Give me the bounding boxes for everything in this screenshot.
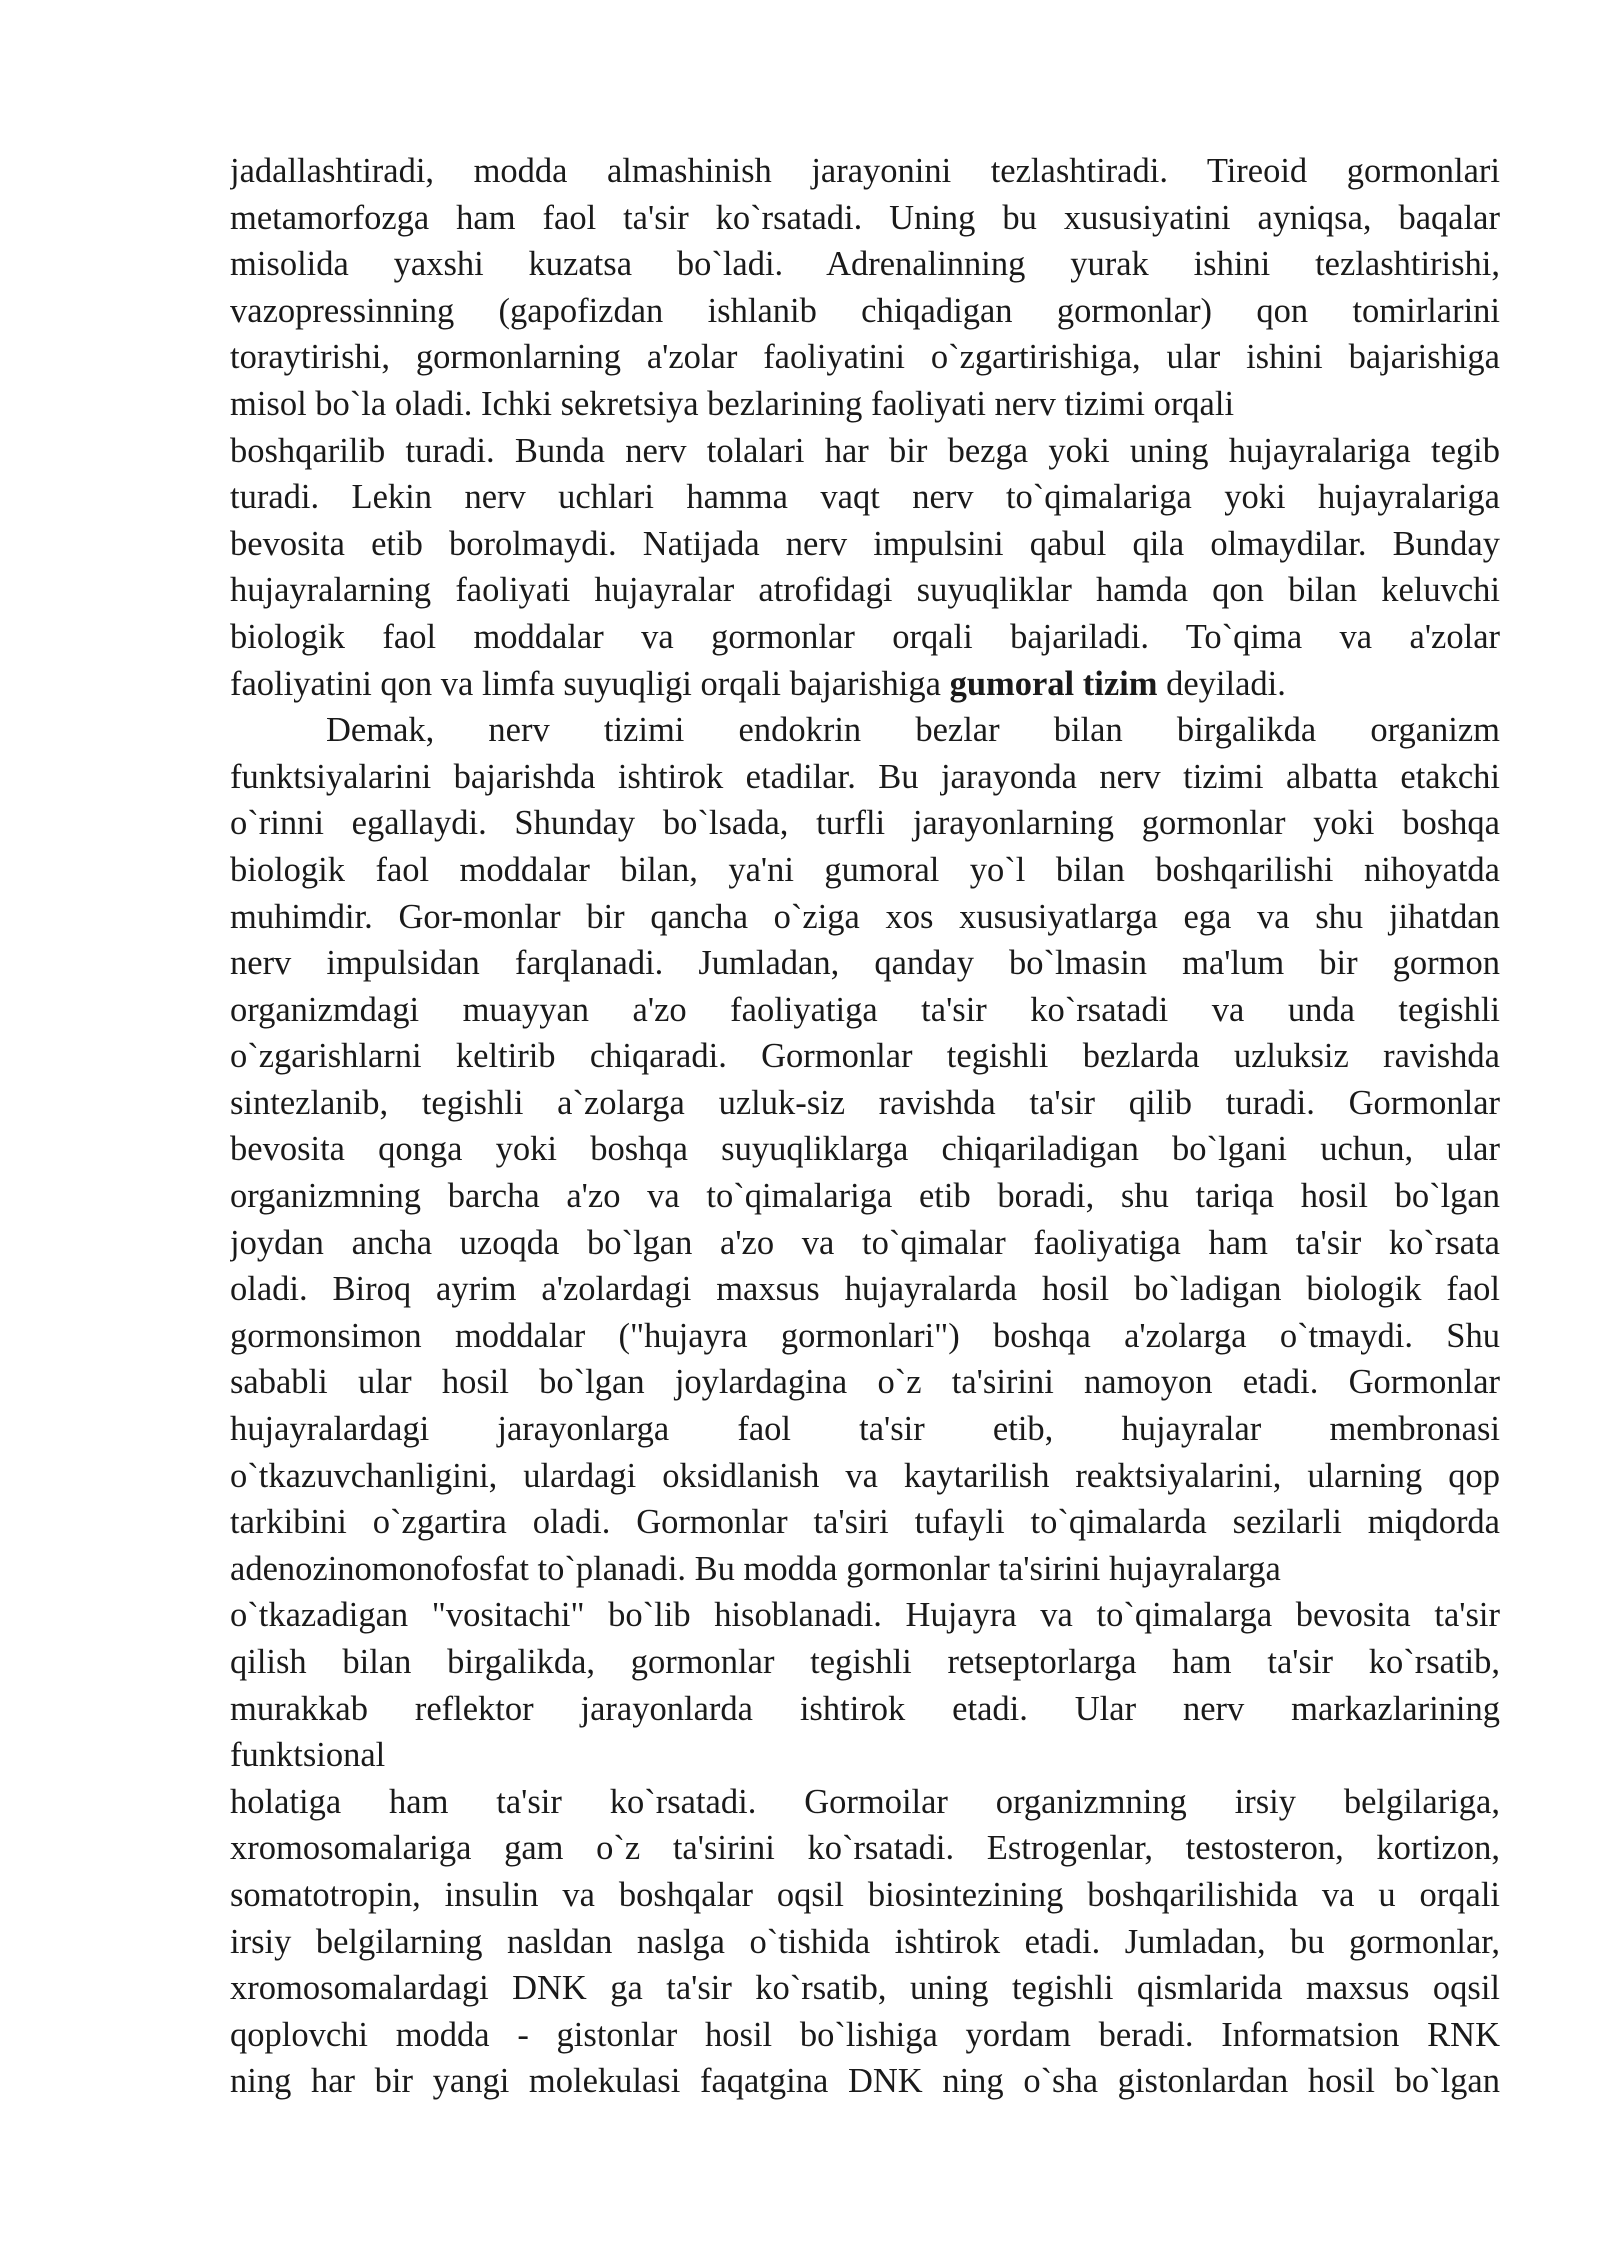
text-line (230, 1453, 1500, 1500)
text-line-content: somatotropin, insulin va boshqalar oqsil biosintezining boshqarilishida va u orqali (230, 1875, 1500, 1914)
text-line-content: o`tkazuvchanligini, ulardagi oksidlanish va kaytarilish reaktsiyalarini, ularning qop (230, 1456, 1500, 1495)
text-line (230, 381, 1500, 428)
text-line-content: o`tkazadigan "vositachi" bo`lib hisoblanadi. Hujayra va to`qimalarga bevosita ta'sir (230, 1596, 1500, 1635)
text-line-content: o`zgarishlarni keltirib chiqaradi. Gormonlar tegishli bezlarda uzluksiz ravishda (230, 1037, 1500, 1076)
text-line-content: xromosomalariga gam o`z ta'sirini ko`rsatadi. Estrogenlar, testosteron, kortizon, (230, 1829, 1500, 1868)
text-line-content: holatiga ham ta'sir ko`rsatadi. Gormoilar organizmning irsiy belgilariga, (230, 1782, 1500, 1821)
text-line (230, 1313, 1500, 1360)
text-line-content: funktsiyalarini bajarishda ishtirok etadilar. Bu jarayonda nerv tizimi albatta etakchi (230, 757, 1500, 796)
text-line-content: turadi. Lekin nerv uchlari hamma vaqt nerv to`qimalariga yoki hujayralariga (230, 478, 1500, 517)
text-line-content: vazopressinning (gapofizdan ishlanib chiqadigan gormonlar) qon tomirlarini (230, 291, 1500, 330)
text-line (230, 1546, 1500, 1593)
text-line (230, 847, 1500, 894)
text-line-content: boshqarilib turadi. Bunda nerv tolalari har bir bezga yoki uning hujayralariga tegib (230, 431, 1500, 470)
text-line-content: misol bo`la oladi. Ichki sekretsiya bezlarining faoliyati nerv tizimi orqali (230, 384, 1235, 423)
text-line (230, 1872, 1500, 1919)
text-line (230, 1965, 1500, 2012)
text-line (230, 661, 1500, 708)
text-line-content: ning har bir yangi molekulasi faqatgina DNK ning o`sha gistonlardan hosil bo`lgan (230, 2062, 1500, 2101)
text-line (230, 241, 1500, 288)
text-line-content: biologik faol moddalar va gormonlar orqali bajariladi. To`qima va a'zolar (230, 617, 1500, 656)
text-line (230, 2058, 1500, 2105)
text-line-content: organizmning barcha a'zo va to`qimalariga etib boradi, shu tariqa hosil bo`lgan (230, 1177, 1500, 1216)
text-line-content: sintezlanib, tegishli a`zolarga uzluk-siz ravishda ta'sir qilib turadi. Gormonlar (230, 1083, 1500, 1122)
text-line-content: organizmdagi muayyan a'zo faoliyatiga ta'sir ko`rsatadi va unda tegishli (230, 990, 1500, 1029)
text-line-content: hujayralarning faoliyati hujayralar atrofidagi suyuqliklar hamda qon bilan keluvchi (230, 571, 1500, 610)
text-line-content: jadallashtiradi, modda almashinish jarayonini tezlashtiradi. Tireoid gormonlari (230, 152, 1500, 190)
text-line-content: tarkibini o`zgartira oladi. Gormonlar ta'siri tufayli to`qimalarda sezilarli miqdorda (230, 1503, 1500, 1542)
text-line (230, 2012, 1500, 2059)
text-line-content: faoliyatini qon va limfa suyuqligi orqali bajarishiga (230, 664, 950, 703)
text-line (230, 987, 1500, 1034)
text-line-content: muhimdir. Gor-monlar bir qancha o`ziga xos xususiyatlarga ega va shu jihatdan (230, 897, 1500, 936)
text-line (230, 521, 1500, 568)
text-line-content: joydan ancha uzoqda bo`lgan a'zo va to`qimalar faoliyatiga ham ta'sir ko`rsata (230, 1223, 1500, 1262)
text-line (230, 754, 1500, 801)
text-line-content: nerv impulsidan farqlanadi. Jumladan, qanday bo`lmasin ma'lum bir gormon (230, 944, 1500, 983)
document-page (230, 148, 1500, 2105)
text-line-content: biologik faol moddalar bilan, ya'ni gumoral yo`l bilan boshqarilishi nihoyatda (230, 850, 1500, 889)
text-line (230, 334, 1500, 381)
text-line (230, 1033, 1500, 1080)
text-line-content: Demak, nerv tizimi endokrin bezlar bilan birgalikda organizm (326, 711, 1500, 750)
text-line-content: o`rinni egallaydi. Shunday bo`lsada, turfli jarayonlarning gormonlar yoki boshqa (230, 804, 1500, 843)
text-line (230, 940, 1500, 987)
text-line (230, 195, 1500, 242)
text-line (230, 1266, 1500, 1313)
text-line-content: funktsional (230, 1736, 386, 1775)
text-line (230, 800, 1500, 847)
text-line-tail: deyiladi. (1157, 664, 1286, 703)
text-line-content: metamorfozga ham faol ta'sir ko`rsatadi. Uning bu xususiyatini ayniqsa, baqalar (230, 198, 1500, 237)
text-line-content: qoplovchi modda - gistonlar hosil bo`lishiga yordam beradi. Informatsion RNK (230, 2015, 1500, 2054)
text-line-content: sababli ular hosil bo`lgan joylardagina o`z ta'sirini namoyon etadi. Gormonlar (230, 1363, 1500, 1402)
text-line (230, 614, 1500, 661)
text-line-content: adenozinomonofosfat to`planadi. Bu modda gormonlar ta'sirini hujayralarga (230, 1549, 1281, 1588)
text-line-content: qilish bilan birgalikda, gormonlar tegishli retseptorlarga ham ta'sir ko`rsatib, (230, 1643, 1500, 1681)
text-line (230, 1080, 1500, 1127)
text-line (230, 428, 1500, 475)
text-line (230, 288, 1500, 335)
text-line (230, 1732, 1500, 1779)
text-line-content: oladi. Biroq ayrim a'zolardagi maxsus hujayralarda hosil bo`ladigan biologik faol (230, 1270, 1500, 1309)
text-line-content: bevosita qonga yoki boshqa suyuqliklarga chiqariladigan bo`lgani uchun, ular (230, 1130, 1500, 1169)
text-line-content: hujayralardagi jarayonlarga faol ta'sir etib, hujayralar membronasi (230, 1410, 1500, 1449)
text-line (230, 474, 1500, 521)
text-line (230, 1686, 1500, 1733)
text-line (230, 894, 1500, 941)
text-line-content: irsiy belgilarning nasldan naslga o`tishida ishtirok etadi. Jumladan, bu gormonlar, (230, 1922, 1500, 1961)
text-line (230, 707, 1500, 754)
text-line (230, 1220, 1500, 1267)
text-line (230, 1825, 1500, 1872)
text-line (230, 1173, 1500, 1220)
text-line (230, 1592, 1500, 1639)
text-line (230, 1499, 1500, 1546)
text-line-content: xromosomalardagi DNK ga ta'sir ko`rsatib, uning tegishli qismlarida maxsus oqsil (230, 1969, 1500, 2008)
text-line-content: toraytirishi, gormonlarning a'zolar faoliyatini o`zgartirishiga, ular ishini bajarishiga (230, 338, 1500, 377)
text-line-content: gormonsimon moddalar ("hujayra gormonlari") boshqa a'zolarga o`tmaydi. Shu (230, 1316, 1500, 1355)
text-line-content: bevosita etib borolmaydi. Natijada nerv impulsini qabul qila olmaydilar. Bunday (230, 524, 1500, 563)
text-line (230, 1919, 1500, 1966)
text-line-content: misolida yaxshi kuzatsa bo`ladi. Adrenalinning yurak ishini tezlashtirishi, (230, 245, 1500, 284)
text-line (230, 1779, 1500, 1826)
text-line-content: murakkab reflektor jarayonlarda ishtirok etadi. Ular nerv markazlarining (230, 1689, 1500, 1728)
text-line (230, 1126, 1500, 1173)
text-line (230, 567, 1500, 614)
text-line (230, 1406, 1500, 1453)
text-line (230, 1359, 1500, 1406)
text-line (230, 1639, 1500, 1686)
bold-term: gumoral tizim (949, 664, 1158, 703)
text-line (230, 148, 1500, 195)
